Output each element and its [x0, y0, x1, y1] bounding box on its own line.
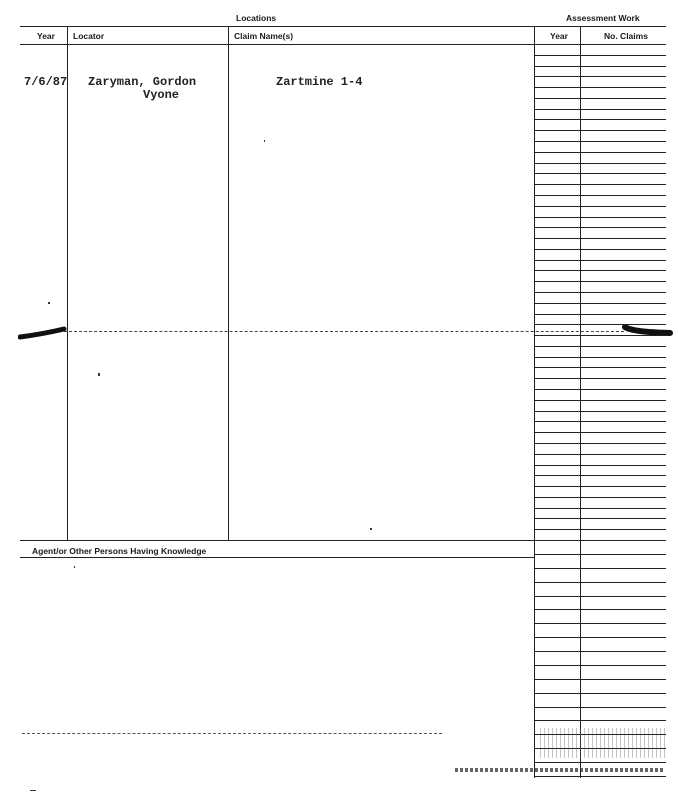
speck: [264, 140, 265, 142]
assessment-row-line: [534, 651, 666, 652]
assessment-row-line: [534, 400, 666, 401]
year-locator-divider: [67, 26, 68, 540]
year-column-header: Year: [37, 31, 55, 41]
entry-locator-line-2: Vyone: [143, 88, 180, 102]
speck: [370, 528, 372, 530]
assessment-row-line: [534, 55, 666, 56]
bottom-scan-noise: [540, 728, 665, 758]
assessment-row-line: [534, 776, 666, 777]
assessment-row-line: [534, 87, 666, 88]
assessment-row-line: [534, 206, 666, 207]
left-binding-mark: [18, 326, 68, 340]
assessment-work-heading: Assessment Work: [566, 13, 640, 23]
assessment-row-line: [534, 163, 666, 164]
assessment-row-line: [534, 443, 666, 444]
assessment-row-line: [534, 529, 666, 530]
middle-dashed-rule: [64, 331, 624, 332]
assessment-row-line: [534, 497, 666, 498]
assessment-row-line: [534, 184, 666, 185]
assessment-row-line: [534, 596, 666, 597]
assessment-row-line: [534, 76, 666, 77]
assessment-row-line: [534, 762, 666, 763]
claim-names-column-header: Claim Name(s): [234, 31, 294, 41]
assessment-row-line: [534, 109, 666, 110]
entry-claim-name: Zartmine 1-4: [276, 75, 363, 89]
bottom-faint-rule: [22, 733, 442, 734]
assessment-row-line: [534, 281, 666, 282]
assessment-row-line: [534, 357, 666, 358]
assessment-row-line: [534, 665, 666, 666]
assessment-row-line: [534, 195, 666, 196]
assessment-row-line: [534, 260, 666, 261]
aw-year-column-header: Year: [550, 31, 568, 41]
assessment-row-line: [534, 720, 666, 721]
assessment-row-line: [534, 582, 666, 583]
assessment-row-line: [534, 568, 666, 569]
assessment-row-line: [534, 217, 666, 218]
assessment-row-line: [534, 238, 666, 239]
assessment-row-line: [534, 465, 666, 466]
no-claims-column-header: No. Claims: [604, 31, 648, 41]
speck: [48, 302, 50, 304]
assessment-row-line: [534, 303, 666, 304]
entry-locator-line-1: Zaryman, Gordon: [88, 75, 197, 89]
locator-claim-divider: [228, 26, 229, 540]
assessment-row-line: [534, 389, 666, 390]
locations-heading: Locations: [236, 13, 277, 23]
agent-section-heading: Agent/or Other Persons Having Knowledge: [32, 546, 207, 556]
assessment-row-line: [534, 130, 666, 131]
assessment-row-line: [534, 141, 666, 142]
header-top-rule: [20, 26, 666, 27]
assessment-row-line: [534, 152, 666, 153]
assessment-row-line: [534, 454, 666, 455]
assessment-row-line: [534, 249, 666, 250]
assessment-row-line: [534, 411, 666, 412]
assessment-row-line: [534, 693, 666, 694]
agent-section-rule: [20, 557, 534, 558]
assessment-row-line: [534, 508, 666, 509]
locator-column-header: Locator: [73, 31, 105, 41]
assessment-row-line: [534, 679, 666, 680]
assessment-row-line: [534, 346, 666, 347]
locations-table-bottom-rule: [20, 540, 534, 541]
assessment-row-line: [534, 486, 666, 487]
speck: [74, 566, 75, 568]
bottom-scan-smudge: [455, 768, 665, 772]
assessment-row-line: [534, 554, 666, 555]
speck: [30, 790, 36, 791]
entry-date: 7/6/87: [24, 75, 68, 89]
speck: [98, 373, 100, 376]
assessment-row-line: [534, 292, 666, 293]
assessment-row-line: [534, 173, 666, 174]
assessment-row-line: [534, 637, 666, 638]
assessment-row-line: [534, 432, 666, 433]
assessment-row-line: [534, 475, 666, 476]
assessment-row-line: [534, 540, 666, 541]
header-bottom-rule: [20, 44, 666, 45]
assessment-row-line: [534, 518, 666, 519]
assessment-row-line: [534, 314, 666, 315]
assessment-row-line: [534, 227, 666, 228]
assessment-row-line: [534, 367, 666, 368]
assessment-row-line: [534, 609, 666, 610]
assessment-row-line: [534, 66, 666, 67]
assessment-row-line: [534, 270, 666, 271]
assessment-row-line: [534, 707, 666, 708]
assessment-row-line: [534, 421, 666, 422]
assessment-row-line: [534, 623, 666, 624]
assessment-row-line: [534, 98, 666, 99]
assessment-row-line: [534, 335, 666, 336]
assessment-row-line: [534, 119, 666, 120]
assessment-row-line: [534, 378, 666, 379]
assessment-row-line: [534, 324, 666, 325]
